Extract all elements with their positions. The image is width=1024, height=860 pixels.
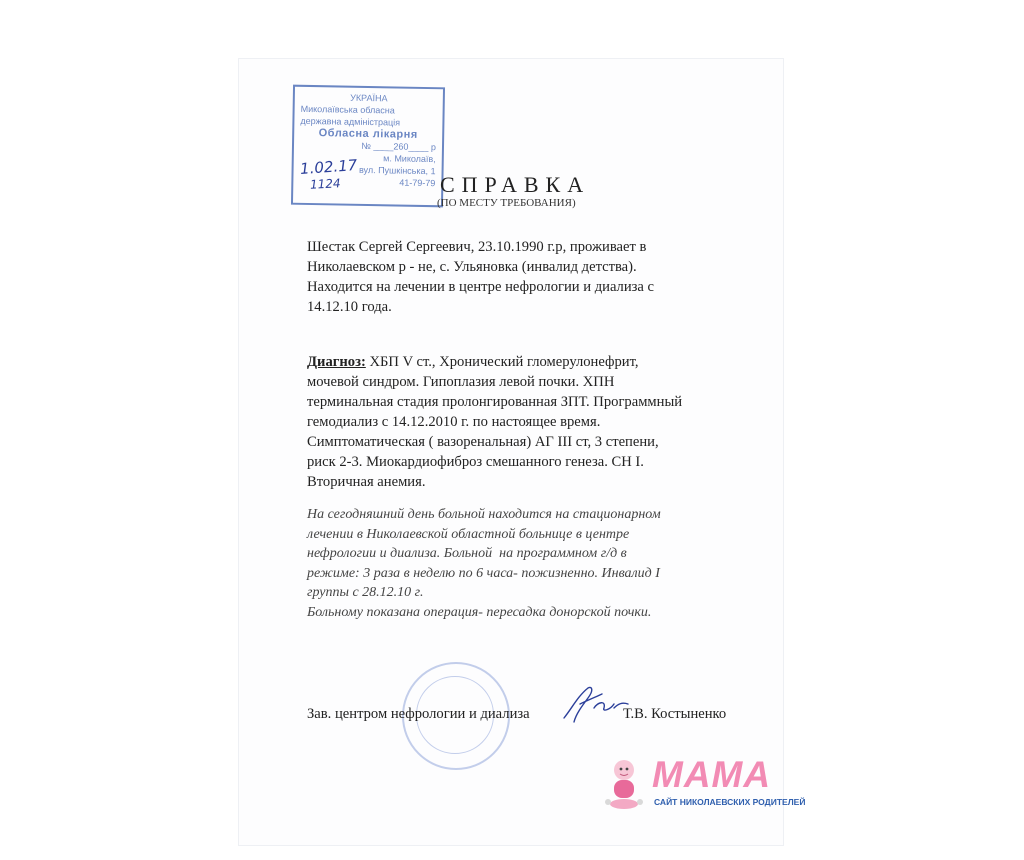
text-line: группы с 28.12.10 г. xyxy=(307,585,424,601)
watermark-title: МАМА xyxy=(652,754,772,795)
text-line: нефрологии и диализа. Больной на программном г/д в xyxy=(307,546,627,562)
text-line: Шестак Сергей Сергеевич, 23.10.1990 г.р, проживает в xyxy=(307,239,647,255)
text-line: терминальная стадия пролонгированная ЗПТ. Программный xyxy=(307,394,683,410)
stamp-line: вул. Пушкінська, 1 xyxy=(358,164,436,177)
stamp-line: державна адміністрація xyxy=(300,115,401,128)
text-line: мочевой синдром. Гипоплазия левой почки. ХПН xyxy=(307,374,615,390)
text-line xyxy=(307,352,682,372)
document-subtitle: (ПО МЕСТУ ТРЕБОВАНИЯ) xyxy=(437,197,576,209)
text-line: Николаевском р - не, с. Ульяновка (инвалид детства). xyxy=(307,259,637,275)
watermark-subtitle: САЙТ НИКОЛАЕВСКИХ РОДИТЕЛЕЙ xyxy=(654,797,806,807)
stamp-line: Обласна лікарня xyxy=(318,127,418,141)
handwritten-number: 1124 xyxy=(309,176,341,192)
note-paragraph xyxy=(307,505,661,623)
stamp-line: УКРАЇНА xyxy=(350,92,388,104)
stamp-line: м. Миколаїв, xyxy=(383,153,436,165)
text-line: Находится на лечении в центре нефрологии и диализа с xyxy=(307,279,655,295)
signatory-name: Т.В. Костыненко xyxy=(623,706,727,722)
diagnosis-paragraph xyxy=(307,352,682,492)
diagnosis-label: Диагноз: xyxy=(307,354,366,370)
diagnosis-text: ХБП V ст., Хронический гломерулонефрит, xyxy=(365,354,639,370)
stamp-line: № ____260____ р xyxy=(361,140,437,153)
text-line: На сегодняшний день больной находится на стационарном xyxy=(307,507,661,522)
document-title: СПРАВКА xyxy=(440,172,591,197)
text-line: гемодиализ с 14.12.2010 г. по настоящее время. xyxy=(307,414,601,430)
text-line: Больному показана операция- пересадка донорской почки. xyxy=(307,604,652,620)
text-line: Симптоматическая ( вазоренальная) АГ III ст, 3 степени, xyxy=(307,434,659,450)
text-line: режиме: 3 раза в неделю по 6 часа- пожизненно. Инвалид I xyxy=(307,565,660,581)
text-line: лечении в Николаевской областной больнице в центре xyxy=(307,526,630,542)
intro-paragraph xyxy=(307,237,654,317)
text-line: 14.12.10 года. xyxy=(307,299,392,315)
signatory-position: Зав. центром нефрологии и диализа xyxy=(307,706,530,722)
handwritten-date: 1.02.17 xyxy=(299,156,358,178)
stamp-line: Миколаївська обласна xyxy=(300,103,395,116)
text-line: риск 2-3. Миокардиофиброз смешанного генеза. СН I. xyxy=(307,454,644,470)
stamp-line: 41-79-79 xyxy=(399,177,436,189)
text-line: Вторичная анемия. xyxy=(307,474,426,490)
